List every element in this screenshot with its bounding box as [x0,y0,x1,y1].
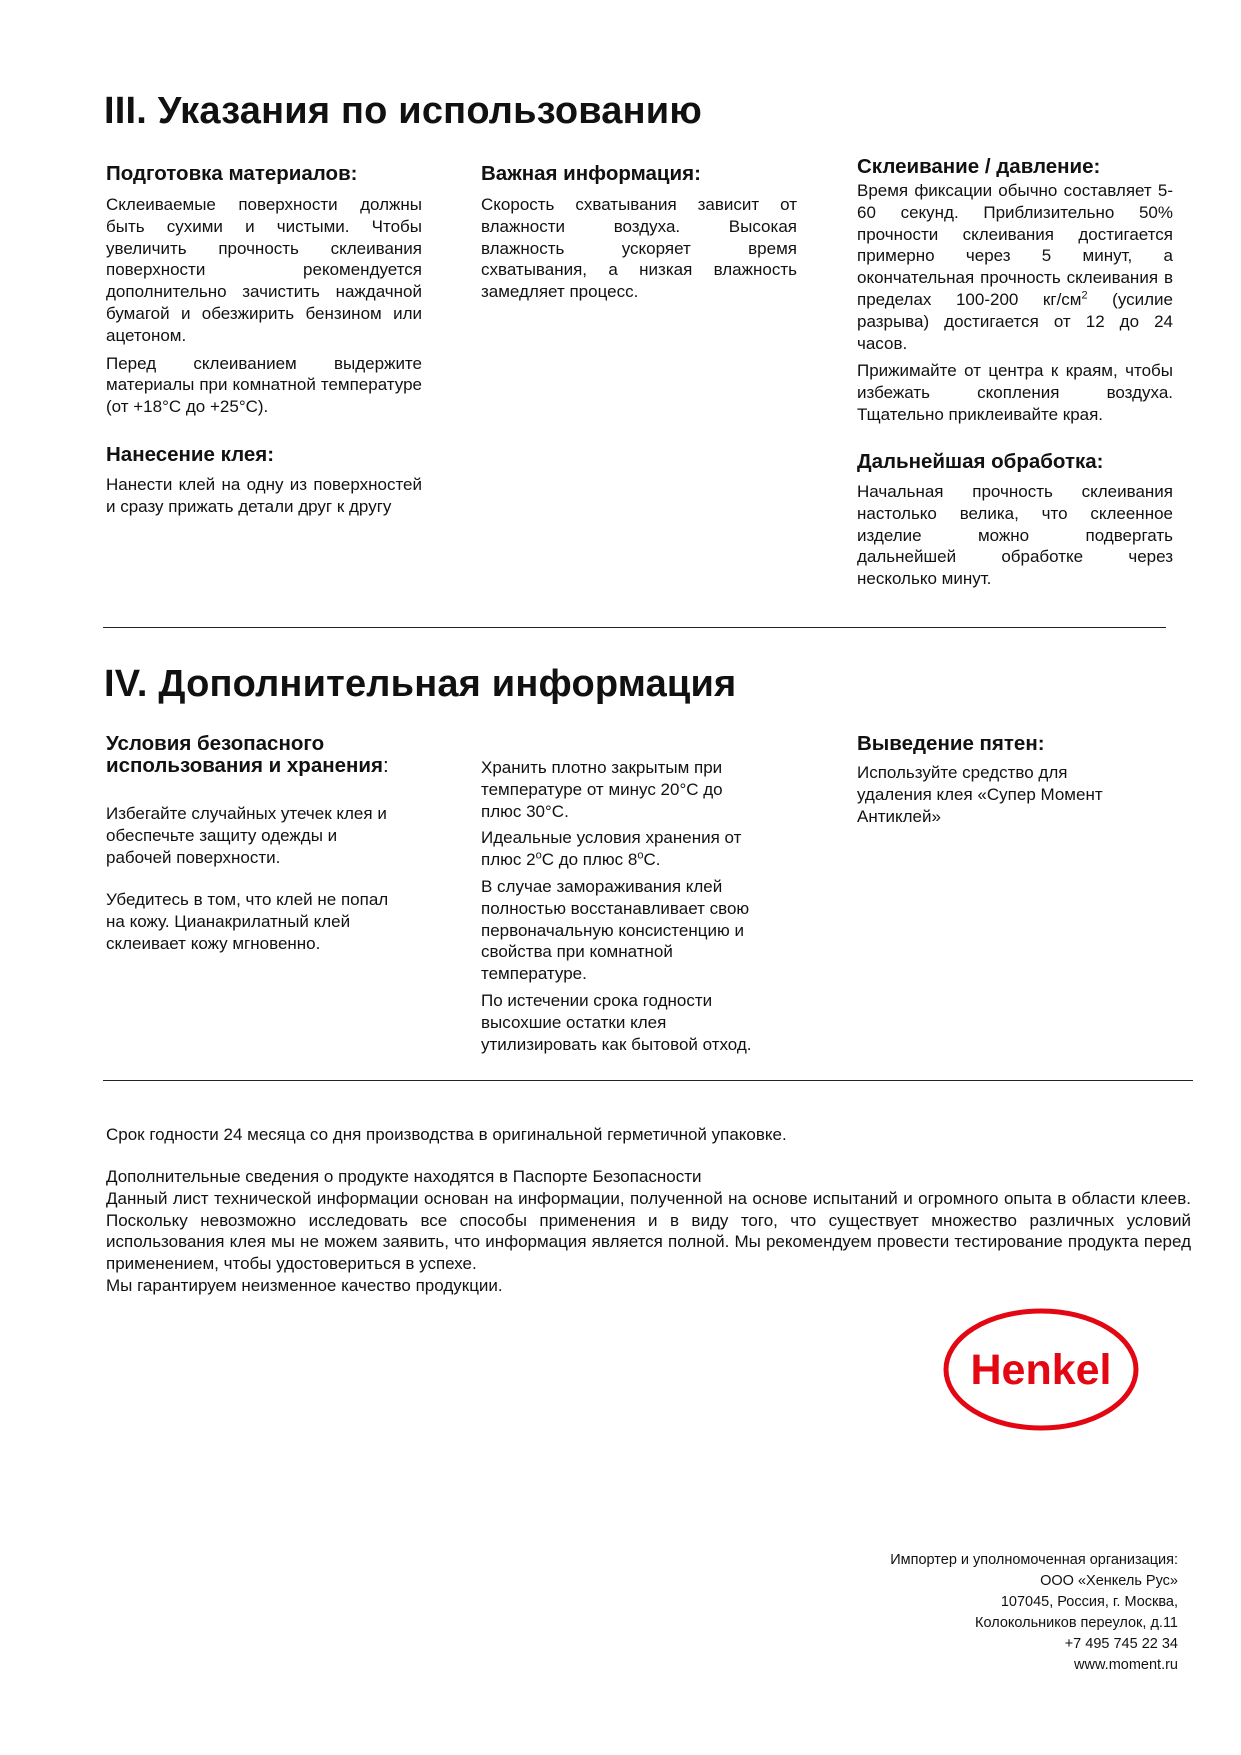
guarantee-text: Мы гарантируем неизменное качество продукции. [106,1275,503,1295]
henkel-logo-mark [943,1308,1139,1431]
importer-line-4: Колокольников переулок, д.11 [975,1615,1178,1631]
safety-text-2: Убедитесь в том, что клей не попал на кожу. Цианакрилатный клей склеивает кожу мгновенно. [106,890,389,953]
shelf-life-note: Срок годности 24 месяца со дня производства в оригинальной герметичной упаковке. [106,1125,787,1144]
importer-line-3: 107045, Россия, г. Москва, [1000,1594,1178,1610]
prep-heading: Подготовка материалов: [106,162,358,185]
storage-text-2: Идеальные условия хранения от плюс $2^оС$ до плюс $8^оС$. [481,828,742,870]
pressure-block [857,180,1173,426]
pressure-heading: Склеивание / давление: [857,155,1101,178]
apply-block [106,474,422,518]
importer-block [890,1550,1178,1676]
further-block [857,481,1173,590]
section-divider-2 [103,1080,1193,1081]
henkel-logo-text: Henkel [970,1346,1112,1394]
importer-line-5: +7 495 745 22 34 [1064,1636,1178,1652]
apply-text: Нанести клей на одну из поверхностей и сразу прижать детали друг к другу [106,475,422,516]
section-3-title: III. Указания по использованию [104,90,703,132]
storage-block [481,757,752,1055]
prep-text-2: Перед склеиванием выдержите материалы при комнатной температуре (от +18°С до +25°С). [106,353,422,417]
website-link[interactable]: www.moment.ru [1074,1657,1178,1673]
safety-heading: Условия безопасного использования и хранения: [106,732,389,777]
sds-note: Дополнительные сведения о продукте находятся в Паспорте Безопасности [106,1167,702,1186]
further-heading: Дальнейшая обработка: [857,450,1104,473]
section-divider-1 [103,627,1166,628]
important-block [481,194,797,303]
henkel-logo [943,1308,1139,1431]
safety-text-1: Избегайте случайных утечек клея и обеспечьте защиту одежды и рабочей поверхности. [106,804,387,867]
storage-text-4: По истечении срока годности высохшие остатки клея утилизировать как бытовой отход. [481,990,752,1054]
further-text: Начальная прочность склеивания настолько велика, что склеенное изделие можно подвергать дальнейшей обработке через несколько минут. [857,482,1173,589]
disclaimer-block [106,1166,1191,1297]
importer-line-2: ООО «Хенкель Рус» [1040,1573,1178,1589]
pressure-text-1: Время фиксации обычно составляет 5-60 секунд. Приблизительно 50% прочности склеивания достигается примерно через 5 минут, а окончательная прочность склеивания в пределах 100-200 $кг/см^2$ (усилие разрыва) достигается от 12 до 24 часов. [857,181,1174,353]
storage-text-3: В случае замораживания клей полностью восстанавливает свою первоначальную консистенцию и свойства при комнатной температуре. [481,876,750,984]
storage-text-1: Хранить плотно закрытым при температуре от минус 20°С до плюс 30°С. [481,758,723,821]
important-heading: Важная информация: [481,162,701,185]
important-text: Скорость схватывания зависит от влажности воздуха. Высокая влажность ускоряет время схватывания, а низкая влажность замедляет процесс. [481,195,797,302]
stains-heading: Выведение пятен: [857,732,1045,755]
pressure-text-2: Прижимайте от центра к краям, чтобы избежать скопления воздуха. Тщательно приклеивайте края. [857,361,1173,424]
importer-line-1: Импортер и уполномоченная организация: [890,1552,1178,1568]
apply-heading: Нанесение клея: [106,443,275,466]
prep-text-1: Склеиваемые поверхности должны быть сухими и чистыми. Чтобы увеличить прочность склеивания поверхности рекомендуется дополнительно зачистить наждачной бумагой и обезжирить бензином или ацетоном. [106,195,422,345]
stains-text: Используйте средство для удаления клея «Супер Момент Антиклей» [857,763,1103,826]
disclaimer-text: Данный лист технической информации основан на информации, полученной на основе испытаний и огромного опыта в области клеев. Поскольку невозможно исследовать все способы применения и в виду того, что существует множество различных условий использования клея мы не можем заявить, что информация является полной. Мы рекомендуем провести тестирование продукта перед применением, чтобы удостовериться в успехе. [106,1188,1191,1274]
prep-block [106,194,422,418]
section-4-title: IV. Дополнительная информация [104,663,737,705]
